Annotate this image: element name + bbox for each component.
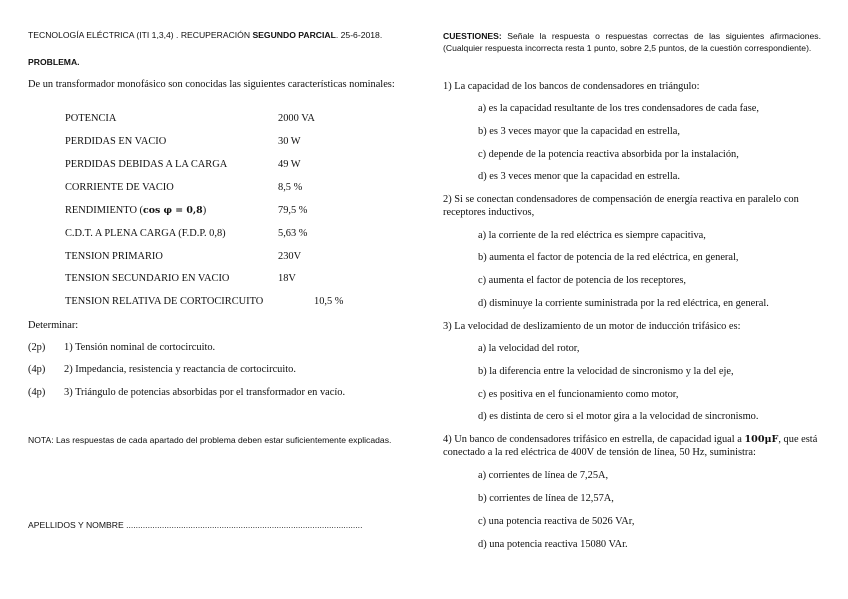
task-text: 1) Tensión nominal de cortocircuito.	[64, 342, 216, 353]
name-line[interactable]: ...................................................................................................	[126, 520, 363, 530]
question-option: b) corrientes de línea de 12,57A,	[478, 493, 614, 504]
question-option: d) es 3 veces menor que la capacidad en estrella.	[478, 171, 680, 182]
header-prefix: TECNOLOGÍA ELÉCTRICA (ITI 1,3,4) . RECUPERACIÓN	[28, 30, 253, 40]
spec-label: CORRIENTE DE VACIO	[65, 182, 174, 193]
question-option: a) la corriente de la red eléctrica es siempre capacitiva,	[478, 230, 706, 241]
question-option: d) disminuye la corriente suministrada por la red eléctrica, en general.	[478, 298, 769, 309]
spec-label: POTENCIA	[65, 113, 117, 124]
nota-text: NOTA: Las respuestas de cada apartado del problema deben estar suficientemente explicadas.	[28, 435, 392, 445]
spec-label-rendimiento	[65, 205, 206, 216]
cos-phi-formula: cos φ = 0,8	[143, 205, 203, 216]
name-field[interactable]	[28, 520, 362, 530]
question-stem: 2) Si se conectan condensadores de compensación de energía reactiva en paralelo con receptores inductivos,	[443, 194, 799, 218]
task-text: 2) Impedancia, resistencia y reactancia de cortocircuito.	[64, 364, 296, 375]
spec-value: 8,5 %	[278, 182, 303, 193]
question-option: a) corrientes de línea de 7,25A,	[478, 470, 609, 481]
exam-header	[28, 30, 382, 40]
question-option: a) la velocidad del rotor,	[478, 343, 580, 354]
header-bold: SEGUNDO PARCIAL	[252, 30, 336, 40]
spec-label: C.D.T. A PLENA CARGA (F.D.P. 0,8)	[65, 228, 226, 239]
question-stem: 3) La velocidad de deslizamiento de un motor de inducción trifásico es:	[443, 321, 741, 332]
spec-label: PERDIDAS EN VACIO	[65, 136, 167, 147]
spec-label-end: )	[202, 205, 207, 216]
determinar-label: Determinar:	[28, 320, 79, 331]
problem-title: PROBLEMA.	[28, 57, 80, 67]
question-option: c) es positiva en el funcionamiento como motor,	[478, 389, 679, 400]
cuestiones-title: CUESTIONES:	[443, 31, 502, 41]
problem-intro: De un transformador monofásico son conocidas las siguientes características nominales:	[28, 79, 395, 90]
question-stem	[443, 434, 821, 459]
spec-label: TENSION RELATIVA DE CORTOCIRCUITO	[65, 296, 264, 307]
spec-value: 10,5 %	[314, 296, 344, 307]
spec-value: 79,5 %	[278, 205, 308, 216]
spec-value: 18V	[278, 273, 296, 284]
spec-value: 2000 VA	[278, 113, 315, 124]
question-option: d) es distinta de cero si el motor gira a la velocidad de sincronismo.	[478, 411, 759, 422]
question-stem: 1) La capacidad de los bancos de condensadores en triángulo:	[443, 81, 700, 92]
question-option: b) aumenta el factor de potencia de la red eléctrica, en general,	[478, 252, 739, 263]
spec-label-start: RENDIMIENTO (	[65, 205, 144, 216]
header-suffix: . 25-6-2018.	[335, 30, 383, 40]
cuestiones-instructions	[443, 30, 821, 54]
name-label: APELLIDOS Y NOMBRE	[28, 520, 124, 530]
question-option: c) aumenta el factor de potencia de los receptores,	[478, 275, 686, 286]
question-option: a) es la capacidad resultante de los tres condensadores de cada fase,	[478, 103, 759, 114]
spec-value: 49 W	[278, 159, 301, 170]
question-option: d) una potencia reactiva 15080 VAr.	[478, 539, 628, 550]
task-points: (4p)	[28, 387, 46, 398]
spec-value: 30 W	[278, 136, 301, 147]
task-points: (2p)	[28, 342, 46, 353]
question-option: b) es 3 veces mayor que la capacidad en estrella,	[478, 126, 680, 137]
capacitance-value: 100μF	[744, 434, 779, 445]
question-option: c) una potencia reactiva de 5026 VAr,	[478, 516, 635, 527]
q4-stem-end: , que está conectado a la red eléctrica de 400V de tensión de línea, 50 Hz, suministra:	[443, 434, 818, 458]
task-points: (4p)	[28, 364, 46, 375]
task-text: 3) Triángulo de potencias absorbidas por el transformador en vacío.	[64, 387, 346, 398]
question-option: b) la diferencia entre la velocidad de sincronismo y la del eje,	[478, 366, 734, 377]
spec-value: 5,63 %	[278, 228, 308, 239]
spec-label: PERDIDAS DEBIDAS A LA CARGA	[65, 159, 228, 170]
spec-label: TENSION PRIMARIO	[65, 251, 163, 262]
cuestiones-text: Señale la respuesta o respuestas correctas de las siguientes afirmaciones. (Cualquier respuesta incorrecta resta 1 punto, sobre 2,5 puntos, de la cuestión correspondiente).	[443, 31, 821, 53]
spec-value: 230V	[278, 251, 302, 262]
q4-stem-start: 4) Un banco de condensadores trifásico en estrella, de capacidad igual a	[443, 434, 745, 445]
question-option: c) depende de la potencia reactiva absorbida por la instalación,	[478, 149, 739, 160]
spec-label: TENSION SECUNDARIO EN VACIO	[65, 273, 230, 284]
